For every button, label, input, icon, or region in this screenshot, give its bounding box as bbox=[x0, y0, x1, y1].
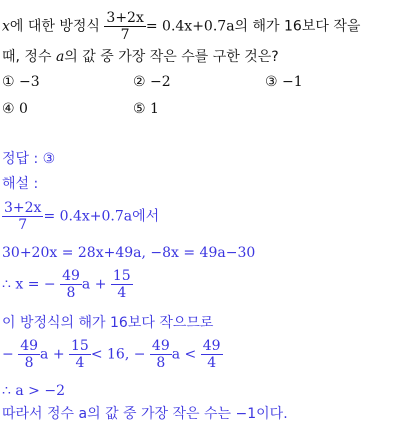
solution-step-3 bbox=[2, 268, 133, 301]
variable-a: a bbox=[55, 49, 65, 65]
fraction-denominator: 7 bbox=[2, 216, 43, 233]
explanation-label: 해설 : bbox=[2, 176, 39, 192]
fraction-numerator: 49 bbox=[151, 338, 170, 354]
fraction-numerator: 15 bbox=[71, 338, 89, 354]
choice-value: −2 bbox=[150, 74, 171, 90]
choice-mark: ③ bbox=[265, 74, 278, 90]
answer-label: 정답 : ③ bbox=[2, 151, 56, 167]
step5-prefix: − bbox=[2, 346, 14, 363]
question-text-1: 에 대한 방정식 bbox=[9, 18, 100, 35]
fraction-denominator: 8 bbox=[18, 354, 40, 371]
step5-fraction-4 bbox=[201, 338, 223, 371]
step5-fraction-3 bbox=[150, 338, 172, 371]
step5-middle: a + bbox=[40, 346, 65, 363]
step5-middle-3: a < bbox=[171, 346, 197, 363]
fraction-numerator: 3+2x bbox=[4, 200, 42, 216]
fraction-denominator: 8 bbox=[60, 284, 82, 301]
step5-fraction-2 bbox=[69, 338, 91, 371]
question-line-1 bbox=[2, 10, 360, 43]
solution-step-5 bbox=[2, 338, 223, 371]
choice-value: 1 bbox=[150, 101, 159, 117]
step3-prefix: ∴ x = − bbox=[2, 276, 56, 293]
question-line-2 bbox=[2, 48, 279, 66]
solution-step-2: 30+20x = 28x+49a, −8x = 49a−30 bbox=[2, 245, 256, 261]
choice-3[interactable] bbox=[265, 73, 303, 91]
fraction-denominator: 7 bbox=[104, 26, 145, 43]
step5-fraction-1 bbox=[18, 338, 40, 371]
step3-fraction-1 bbox=[60, 268, 82, 301]
solution-step-6: ∴ a > −2 bbox=[2, 383, 65, 399]
solution-step-1 bbox=[2, 200, 159, 233]
fraction-numerator: 49 bbox=[62, 268, 80, 284]
step1-fraction bbox=[2, 200, 43, 233]
question-text-4: 의 값 중 가장 작은 수를 구한 것은? bbox=[64, 49, 279, 65]
fraction-denominator: 8 bbox=[150, 354, 172, 371]
equation-rest: = 0.4x+0.7a bbox=[145, 18, 235, 35]
choice-1[interactable] bbox=[2, 73, 40, 91]
fraction-numerator: 49 bbox=[202, 338, 221, 354]
choice-mark: ① bbox=[2, 74, 15, 90]
fraction-denominator: 4 bbox=[111, 284, 133, 301]
fraction-numerator: 49 bbox=[20, 338, 39, 354]
choice-mark: ④ bbox=[2, 101, 15, 117]
choice-mark: ⑤ bbox=[133, 101, 146, 117]
fraction-denominator: 4 bbox=[201, 354, 223, 371]
choice-value: −3 bbox=[19, 74, 40, 90]
step1-rest: = 0.4x+0.7a에서 bbox=[43, 208, 160, 225]
choice-value: 0 bbox=[19, 101, 28, 117]
step5-middle-2: < 16, − bbox=[90, 346, 146, 363]
solution-conclusion: 따라서 정수 a의 값 중 가장 작은 수는 −1이다. bbox=[2, 406, 288, 422]
choice-value: −1 bbox=[282, 74, 303, 90]
fraction-numerator: 15 bbox=[112, 268, 131, 284]
choice-4[interactable] bbox=[2, 100, 28, 118]
step3-fraction-2 bbox=[111, 268, 133, 301]
fraction-numerator: 3+2x bbox=[106, 10, 144, 26]
choice-5[interactable] bbox=[133, 100, 159, 118]
variable-x: x bbox=[2, 18, 10, 35]
step3-middle: a + bbox=[81, 276, 107, 293]
choice-mark: ② bbox=[133, 74, 146, 90]
question-fraction bbox=[104, 10, 145, 43]
question-text-3: 때, 정수 bbox=[2, 49, 52, 65]
fraction-denominator: 4 bbox=[69, 354, 91, 371]
choice-2[interactable] bbox=[133, 73, 171, 91]
solution-step-4: 이 방정식의 해가 16보다 작으므로 bbox=[2, 315, 214, 331]
question-text-2: 의 해가 16보다 작을 bbox=[234, 18, 361, 35]
